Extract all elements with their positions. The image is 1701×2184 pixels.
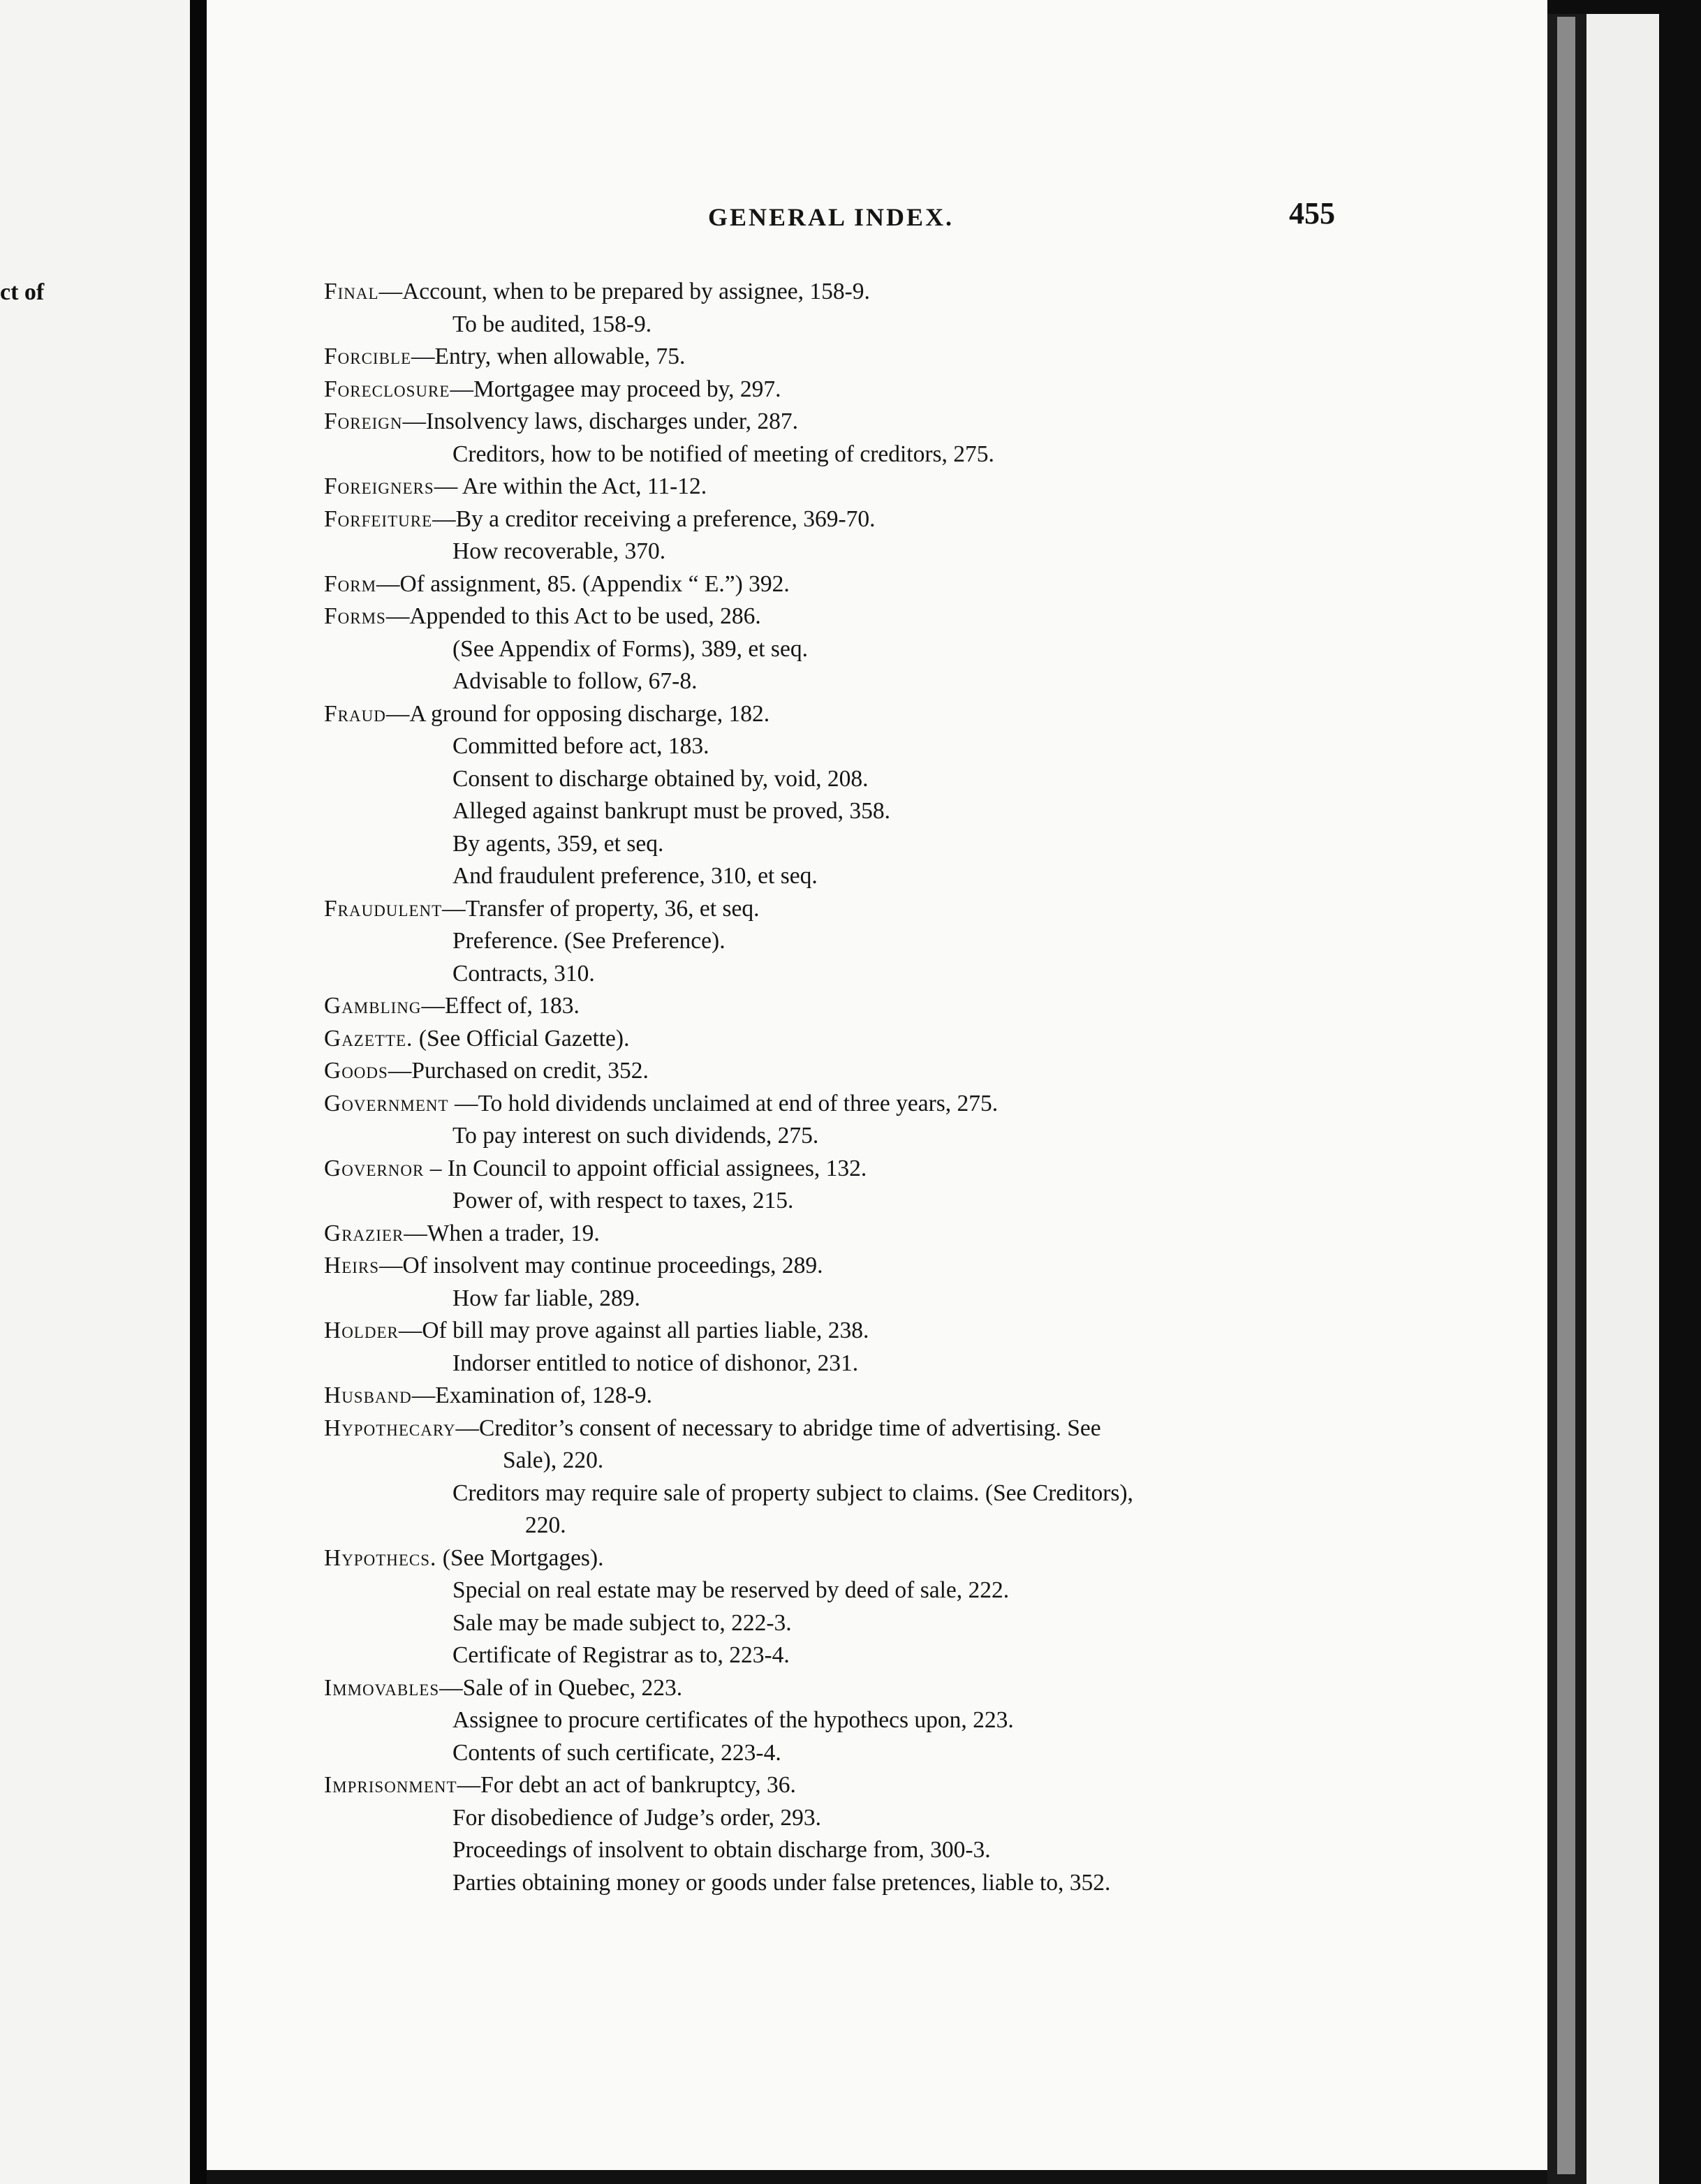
- index-entry: [324, 503, 1525, 536]
- index-entry: [324, 1250, 1525, 1283]
- entry-subline: Power of, with respect to taxes, 215.: [452, 1188, 794, 1213]
- index-entry: [324, 1315, 1525, 1348]
- entry-subline: Proceedings of insolvent to obtain discharge from, 300-3.: [452, 1837, 991, 1863]
- entry-text: —Entry, when allowable, 75.: [411, 344, 686, 369]
- index-entry: [324, 1672, 1525, 1705]
- entry-subline: Sale), 220.: [503, 1447, 604, 1473]
- left-page-edge: [0, 0, 190, 2184]
- index-entry: [324, 1412, 1525, 1445]
- entry-subline: (See Appendix of Forms), 389, et seq.: [452, 635, 808, 662]
- entry-headword: Forcible: [324, 344, 412, 369]
- entry-headword: Husband: [324, 1382, 412, 1408]
- entry-headword: Form: [324, 570, 377, 597]
- entry-text: (See Official Gazette).: [413, 1025, 630, 1052]
- index-page: [207, 0, 1547, 2170]
- entry-subline: By agents, 359, et seq.: [452, 830, 664, 857]
- entry-headword: Governor: [324, 1155, 425, 1181]
- entry-headword: Heirs: [324, 1253, 380, 1278]
- entry-headword: Holder: [324, 1318, 399, 1343]
- entry-subline: Parties obtaining money or goods under false pretences, liable to, 352.: [452, 1869, 1111, 1896]
- entry-headword: Goods: [324, 1058, 388, 1084]
- entry-subline: Indorser entitled to notice of dishonor, 231.: [452, 1350, 859, 1376]
- entry-subline: Creditors, how to be notified of meeting of creditors, 275.: [452, 441, 994, 467]
- index-entry: [324, 1769, 1525, 1802]
- entry-subline: To be audited, 158-9.: [452, 311, 652, 337]
- entry-text: —For debt an act of bankruptcy, 36.: [457, 1772, 796, 1798]
- entry-subline: How far liable, 289.: [452, 1285, 640, 1311]
- index-entry: [324, 1542, 1525, 1575]
- entry-subline: To pay interest on such dividends, 275.: [452, 1123, 819, 1149]
- left-page-text-fragment: ct of: [0, 279, 45, 305]
- index-entry: [324, 600, 1525, 633]
- entry-headword: Final: [324, 279, 379, 304]
- entry-text: —Appended to this Act to be used, 286.: [385, 603, 761, 629]
- entry-text: —Insolvency laws, discharges under, 287.: [402, 408, 799, 434]
- running-title: GENERAL INDEX.: [708, 203, 955, 231]
- entry-headword: Immovables: [324, 1674, 440, 1701]
- index-entry: [324, 374, 1525, 406]
- entry-subline: And fraudulent preference, 310, et seq.: [452, 863, 818, 889]
- index-entry: [324, 406, 1525, 438]
- entry-text: —Purchased on credit, 352.: [388, 1058, 649, 1084]
- entry-subline: Sale may be made subject to, 222-3.: [452, 1609, 792, 1636]
- scan-border-right: [1659, 0, 1701, 2184]
- entry-text: —To hold dividends unclaimed at end of three years, 275.: [448, 1090, 999, 1116]
- next-page-edge: [1586, 14, 1659, 2184]
- entry-headword: Gambling: [324, 993, 422, 1019]
- entry-headword: Hypothecs.: [324, 1544, 437, 1571]
- entry-text: – In Council to appoint official assignees, 132.: [424, 1155, 867, 1181]
- entry-text: —Account, when to be prepared by assignee, 158-9.: [378, 279, 870, 304]
- entry-text: — Are within the Act, 11-12.: [434, 473, 707, 499]
- index-entry: [324, 1153, 1525, 1186]
- entry-text: —Mortgagee may proceed by, 297.: [450, 376, 781, 402]
- entry-headword: Government: [324, 1090, 449, 1116]
- index-entries: [324, 276, 1525, 1899]
- entry-headword: Forms: [324, 603, 386, 629]
- index-entry: [324, 276, 1525, 309]
- entry-text: —Transfer of property, 36, et seq.: [442, 895, 760, 922]
- entry-text: —Of assignment, 85. (Appendix “ E.”) 392.: [376, 570, 790, 597]
- entry-text: —Sale of in Quebec, 223.: [439, 1674, 683, 1701]
- book-gutter: [190, 0, 207, 2184]
- entry-headword: Foreclosure: [324, 376, 450, 402]
- entry-text: —Of insolvent may continue proceedings, 289.: [379, 1253, 823, 1278]
- entry-subline: Advisable to follow, 67-8.: [452, 668, 698, 694]
- entry-headword: Imprisonment: [324, 1772, 457, 1798]
- entry-text: —Of bill may prove against all parties liable, 238.: [398, 1318, 869, 1343]
- index-entry: [324, 568, 1525, 601]
- entry-subline: For disobedience of Judge’s order, 293.: [452, 1804, 822, 1831]
- index-entry: [324, 1055, 1525, 1088]
- entry-headword: Fraud: [324, 700, 386, 727]
- entry-text: —A ground for opposing discharge, 182.: [385, 700, 770, 727]
- entry-headword: Hypothecary: [324, 1415, 456, 1441]
- entry-subline: Creditors may require sale of property subject to claims. (See Creditors),: [452, 1480, 1133, 1506]
- entry-subline: How recoverable, 370.: [452, 538, 666, 564]
- entry-headword: Foreign: [324, 408, 403, 434]
- entry-subline: 220.: [525, 1512, 566, 1538]
- index-entry: [324, 1023, 1525, 1056]
- entry-text: (See Mortgages).: [436, 1544, 604, 1571]
- index-entry: [324, 1218, 1525, 1250]
- entry-subline: Contracts, 310.: [452, 960, 595, 987]
- entry-subline: Alleged against bankrupt must be proved, 358.: [452, 798, 891, 824]
- entry-subline: Contents of such certificate, 223-4.: [452, 1739, 781, 1766]
- index-entry: [324, 471, 1525, 503]
- entry-headword: Fraudulent: [324, 895, 443, 922]
- entry-subline: Certificate of Registrar as to, 223-4.: [452, 1642, 790, 1668]
- entry-headword: Gazette.: [324, 1025, 413, 1052]
- entry-subline: Special on real estate may be reserved by deed of sale, 222.: [452, 1577, 1010, 1603]
- page-number: 455: [1289, 196, 1335, 230]
- entry-subline: Consent to discharge obtained by, void, 208.: [452, 765, 869, 792]
- entry-text: —Creditor’s consent of necessary to abridge time of advertising. See: [455, 1415, 1101, 1441]
- index-entry: [324, 1380, 1525, 1412]
- index-entry: [324, 698, 1525, 731]
- entry-text: —Examination of, 128-9.: [411, 1382, 653, 1408]
- page-stack-shadow: [1557, 17, 1575, 2174]
- entry-text: —Effect of, 183.: [421, 993, 580, 1019]
- scan-border-bottom: [207, 2170, 1547, 2184]
- entry-subline: Committed before act, 183.: [452, 733, 709, 759]
- page-header: [207, 196, 1547, 237]
- entry-subline: Preference. (See Preference).: [452, 928, 726, 954]
- entry-headword: Forfeiture: [324, 506, 433, 532]
- entry-headword: Grazier: [324, 1220, 404, 1246]
- index-entry: [324, 990, 1525, 1023]
- entry-headword: Foreigners: [324, 473, 434, 499]
- entry-text: —When a trader, 19.: [404, 1220, 600, 1246]
- entry-subline: Assignee to procure certificates of the hypothecs upon, 223.: [452, 1707, 1014, 1733]
- index-entry: [324, 341, 1525, 374]
- entry-text: —By a creditor receiving a preference, 369-70.: [432, 506, 876, 532]
- index-entry: [324, 1088, 1525, 1121]
- index-entry: [324, 893, 1525, 926]
